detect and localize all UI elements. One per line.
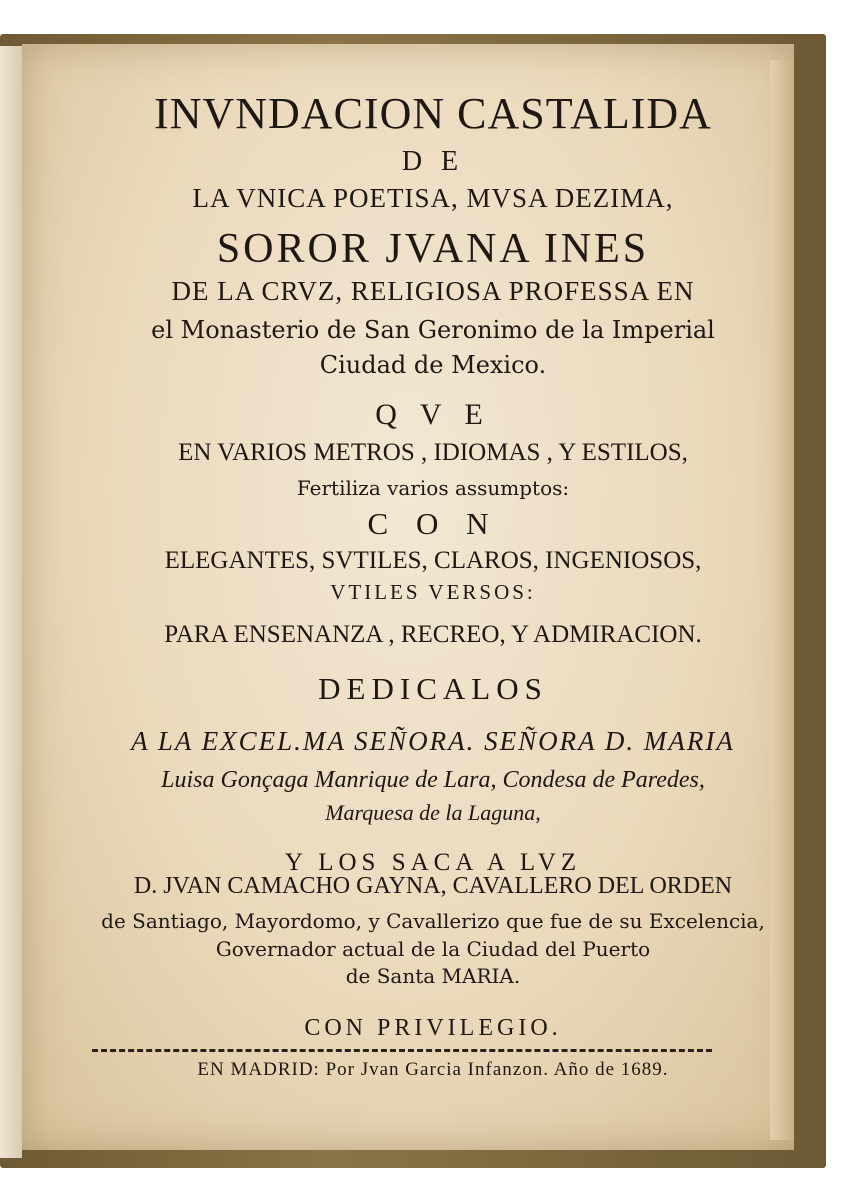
subtitle-line: LA VNICA POETISA, MVSA DEZIMA, — [192, 183, 674, 213]
publisher-title: de Santiago, Mayordomo, y Cavallerizo que fue de su Excelencia, — [101, 909, 765, 933]
dedication-line-1: A LA EXCEL.MA SEÑORA. SEÑORA D. MARIA — [131, 726, 735, 756]
dedication-line-2: Luisa Gonçaga Manrique de Lara, Condesa de Paredes, — [161, 767, 705, 793]
imprint-line: EN MADRID: Por Jvan Garcia Infanzon. Año de 1689. — [197, 1059, 669, 1080]
author-order: DE LA CRVZ, RELIGIOSA PROFESSA EN — [171, 276, 695, 306]
governor-line: Governador actual de la Ciudad del Puerto — [215, 937, 651, 961]
author-name: SOROR JVANA INES — [216, 226, 650, 272]
dedication-line-3: Marquesa de la Laguna, — [325, 800, 541, 825]
title-de: D E — [401, 146, 465, 177]
city-line: Ciudad de Mexico. — [319, 351, 547, 379]
privilegio-line: CON PRIVILEGIO. — [304, 1015, 562, 1041]
metros-line: EN VARIOS METROS , IDIOMAS , Y ESTILOS, — [178, 439, 688, 466]
versos-line: VTILES VERSOS: — [330, 580, 536, 604]
con-heading: C O N — [367, 506, 499, 541]
monastery-line: el Monasterio de San Geronimo de la Imperial — [151, 316, 715, 344]
santa-maria-line: de Santa MARIA. — [345, 964, 521, 988]
main-title: INVNDACION CASTALIDA — [154, 89, 712, 138]
que-heading: Q V E — [375, 398, 491, 431]
publisher-name: D. JVAN CAMACHO GAYNA, CAVALLERO DEL ORDEN — [133, 873, 733, 899]
saca-heading: Y LOS SACA A LVZ — [284, 849, 582, 876]
elegantes-line: ELEGANTES, SVTILES, CLAROS, INGENIOSOS, — [164, 547, 702, 574]
assumptos-line: Fertiliza varios assumptos: — [296, 476, 570, 500]
printer-rule — [92, 1049, 712, 1052]
ensenanza-line: PARA ENSENANZA , RECREO, Y ADMIRACION. — [164, 621, 702, 648]
dedicalos-heading: DEDICALOS — [318, 671, 548, 706]
